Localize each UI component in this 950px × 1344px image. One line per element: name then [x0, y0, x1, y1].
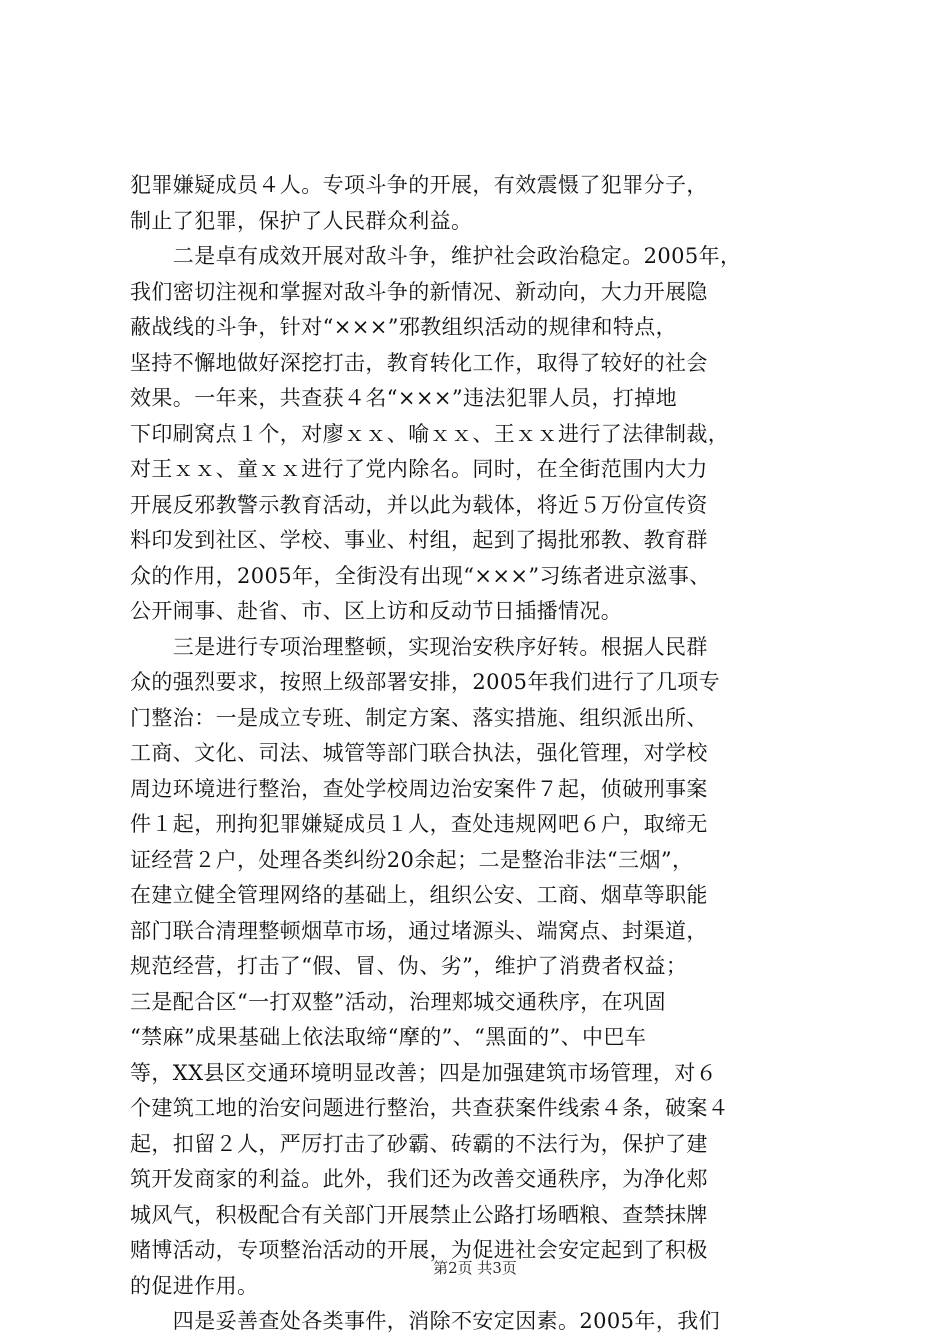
text-line: 开展反邪教警示教育活动，并以此为载体，将近５万份宣传资 — [130, 492, 708, 517]
text-line: 我们密切注视和掌握对敌斗争的新情况、新动向，大力开展隐 — [130, 279, 708, 304]
text-line: 制止了犯罪，保护了人民群众利益。 — [130, 208, 473, 233]
text-line: 赌博活动，专项整治活动的开展，为促进社会安定起到了积极 — [130, 1238, 708, 1262]
text-line: 四是妥善查处各类事件，消除不安定因素。2005年，我们 — [130, 1309, 721, 1333]
text-line: 料印发到社区、学校、事业、村组，起到了揭批邪教、教育群 — [130, 528, 708, 552]
text-line: 个建筑工地的治安问题进行整治，共查获案件线索４条，破案４ — [130, 1096, 730, 1120]
text-line: “禁麻”成果基础上依法取缔“摩的”、“黑面的”、中巴车 — [130, 1025, 647, 1049]
text-line: 部门联合清理整顿烟草市场，通过堵源头、端窝点、封渠道， — [130, 918, 708, 943]
text-line: 效果。一年来，共查获４名“×××”违法犯罪人员，打掉地 — [130, 386, 678, 410]
text-line: 的促进作用。 — [130, 1273, 259, 1298]
text-line: 规范经营，打击了“假、冒、伪、劣”，维护了消费者权益； — [130, 954, 688, 978]
text-line: 筑开发商家的利益。此外，我们还为改善交通秩序，为净化郏 — [130, 1167, 708, 1191]
body-text — [130, 168, 830, 1340]
text-line: 公开闹事、赴省、市、区上访和反动节日插播情况。 — [130, 599, 623, 623]
text-line: 城风气，积极配合有关部门开展禁止公路打场晒粮、查禁抹牌 — [130, 1202, 708, 1227]
text-line: 件１起，刑拘犯罪嫌疑成员１人，查处违规网吧６户，取缔无 — [130, 812, 708, 836]
text-line: 工商、文化、司法、城管等部门联合执法，强化管理，对学校 — [130, 741, 708, 765]
text-line: 证经营２户，处理各类纠纷20余起；二是整治非法“三烟”， — [130, 847, 694, 872]
text-line: 三是配合区“一打双整”活动，治理郏城交通秩序，在巩固 — [130, 989, 666, 1014]
text-line: 众的作用，2005年，全街没有出现“×××”习练者进京滋事、 — [130, 563, 711, 588]
text-line: 众的强烈要求，按照上级部署安排，2005年我们进行了几项专 — [130, 670, 721, 694]
text-line: 周边环境进行整治，查处学校周边治安案件７起，侦破刑事案 — [130, 776, 708, 801]
text-line: 等，XX县区交通环境明显改善；四是加强建筑市场管理，对６ — [130, 1060, 718, 1085]
text-line: 下印刷窝点１个，对廖ｘｘ、喻ｘｘ、王ｘｘ进行了法律制裁， — [130, 421, 730, 446]
text-line: 二是卓有成效开展对敌斗争，维护社会政治稳定。2005年， — [130, 244, 742, 268]
text-line: 蔽战线的斗争，针对“×××”邪教组织活动的规律和特点， — [130, 315, 678, 339]
text-line: 犯罪嫌疑成员４人。专项斗争的开展，有效震慑了犯罪分子， — [130, 173, 708, 197]
text-line: 在建立健全管理网络的基础上，组织公安、工商、烟草等职能 — [130, 883, 708, 907]
text-line: 对王ｘｘ、童ｘｘ进行了党内除名。同时，在全街范围内大力 — [130, 457, 708, 481]
page-number-footer: 第2页 共3页 — [433, 1259, 517, 1277]
text-line: 起，扣留２人，严厉打击了砂霸、砖霸的不法行为，保护了建 — [130, 1131, 708, 1156]
text-line: 三是进行专项治理整顿，实现治安秩序好转。根据人民群 — [130, 634, 708, 659]
text-line: 坚持不懈地做好深挖打击，教育转化工作，取得了较好的社会 — [130, 350, 708, 375]
text-line: 门整治：一是成立专班、制定方案、落实措施、组织派出所、 — [130, 705, 708, 730]
